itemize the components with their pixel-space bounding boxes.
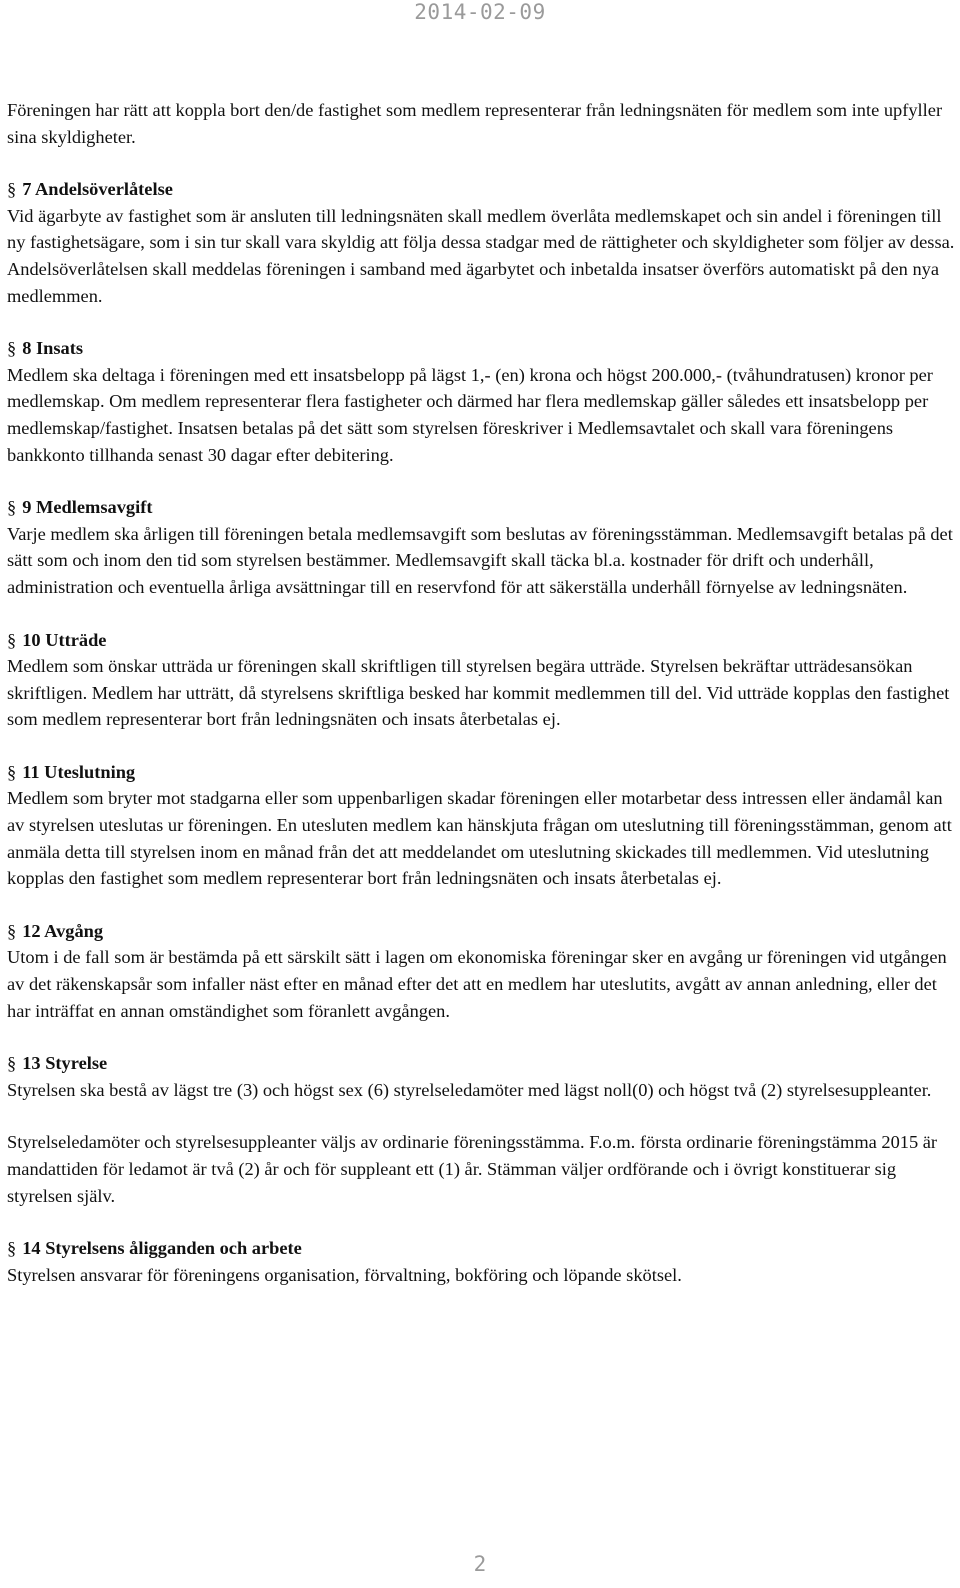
section-heading — [7, 1235, 955, 1262]
section-title: 14 Styrelsens åligganden och arbete — [22, 1238, 302, 1259]
section-title: 11 Uteslutning — [22, 761, 136, 782]
section-heading — [7, 1050, 955, 1077]
section-12 — [7, 918, 955, 1024]
section-paragraph: Styrelsen ansvarar för föreningens organisation, förvaltning, bokföring och löpande skötsel. — [7, 1264, 682, 1285]
section-paragraph: Medlem som bryter mot stadgarna eller som uppenbarligen skadar föreningen eller motarbetar dess intressen eller ändamål kan av styrelsen uteslutas ur föreningen. En utesluten medlem kan hänskjuta frågan om uteslutning till föreningsstämman, genom att anmäla detta till styrelsen inom en månad från det att meddelandet om uteslutning skickades till medlemmen. Vid uteslutning kopplas den fastighet som medlem representerar bort från ledningsnäten och insats återbetalas ej. — [7, 788, 952, 889]
section-13 — [7, 1050, 955, 1209]
section-title: 7 Andelsöverlåtelse — [22, 179, 173, 200]
section-7 — [7, 176, 955, 309]
section-title: 8 Insats — [22, 338, 84, 359]
section-sign: § — [7, 338, 17, 359]
section-paragraph: Styrelseledamöter och styrelsesuppleanter väljs av ordinarie föreningsstämma. F.o.m. första ordinarie föreningstämma 2015 är mandattiden för ledamot är två (2) år och för suppleant ett (1) år. Stämman väljer ordförande och i övrigt konstituerar sig styrelsen själv. — [7, 1132, 938, 1206]
section-sign: § — [7, 920, 17, 941]
section-heading — [7, 335, 955, 362]
section-paragraph: Medlem som önskar utträda ur föreningen skall skriftligen till styrelsen begära utträde. Styrelsen bekräftar utträdesansökan skriftligen. Medlem har utträtt, då styrelsens skriftliga besked har kommit medlemmen till del. Vid utträde kopplas den fastighet som medlem representerar bort från ledningsnäten och insats återbetalas ej. — [7, 656, 950, 730]
document-body — [7, 97, 955, 1288]
section-heading — [7, 494, 955, 521]
page-number: 2 — [473, 1552, 487, 1576]
section-paragraph: Varje medlem ska årligen till föreningen betala medlemsavgift som beslutas av föreningsstämman. Medlemsavgift betalas på det sätt som och inom den tid som styrelsen bestämmer. Medlemsavgift skall täcka bl.a. kostnader för drift och underhåll, administration och eventuella årliga avsättningar till en reservfond för att säkerställa underhåll förnyelse av ledningsnäten. — [7, 523, 953, 597]
section-heading — [7, 627, 955, 654]
section-heading — [7, 759, 955, 786]
intro-paragraph: Föreningen har rätt att koppla bort den/de fastighet som medlem representerar från ledningsnäten för medlem som inte upfyller sina skyldigheter. — [7, 100, 943, 147]
section-paragraph: Vid ägarbyte av fastighet som är ansluten till ledningsnäten skall medlem överlåta medlemskapet och sin andel i föreningen till ny fastighetsägare, som i sin tur skall vara skyldig att följa dessa stadgar med de rättigheter och skyldigheter som följer av dessa. Andelsöverlåtelsen skall meddelas föreningen i samband med ägarbytet och inbetalda insatser överförs automatiskt på den nya medlemmen. — [7, 205, 955, 306]
section-title: 12 Avgång — [22, 920, 104, 941]
section-title: 10 Utträde — [22, 629, 107, 650]
section-8 — [7, 335, 955, 468]
section-sign: § — [7, 179, 17, 200]
section-title: 13 Styrelse — [22, 1053, 108, 1074]
section-11 — [7, 759, 955, 892]
section-paragraph: Utom i de fall som är bestämda på ett särskilt sätt i lagen om ekonomiska föreningar sker en avgång ur föreningen vid utgången av det räkenskapsår som infaller näst efter en månad efter det att en medlem har uteslutits, avgått av annan anledning, eller det har inträffat en annan omständighet som föranlett avgången. — [7, 947, 947, 1021]
section-paragraph: Medlem ska deltaga i föreningen med ett insatsbelopp på lägst 1,- (en) krona och högst 200.000,- (tvåhundratusen) kronor per medlemskap. Om medlem representerar flera fastigheter och därmed har flera medlemskap gäller således ett insatsbelopp per medlemskap/fastighet. Insatsen betalas på det sätt som styrelsen föreskriver i Medlemsavtalet och skall vara föreningens bankkonto tillhanda senast 30 dagar efter debitering. — [7, 364, 933, 465]
section-sign: § — [7, 497, 17, 518]
header-date: 2014-02-09 — [414, 0, 546, 24]
paragraph-gap — [7, 1103, 955, 1129]
section-heading — [7, 918, 955, 945]
section-9 — [7, 494, 955, 600]
section-paragraph: Styrelsen ska bestå av lägst tre (3) och högst sex (6) styrelseledamöter med lägst noll(0) och högst två (2) styrelsesuppleanter. — [7, 1079, 932, 1100]
section-sign: § — [7, 1238, 17, 1259]
section-sign: § — [7, 761, 17, 782]
section-10 — [7, 627, 955, 733]
section-sign: § — [7, 629, 17, 650]
section-14 — [7, 1235, 955, 1288]
section-heading — [7, 176, 955, 203]
section-sign: § — [7, 1053, 17, 1074]
section-title: 9 Medlemsavgift — [22, 497, 153, 518]
